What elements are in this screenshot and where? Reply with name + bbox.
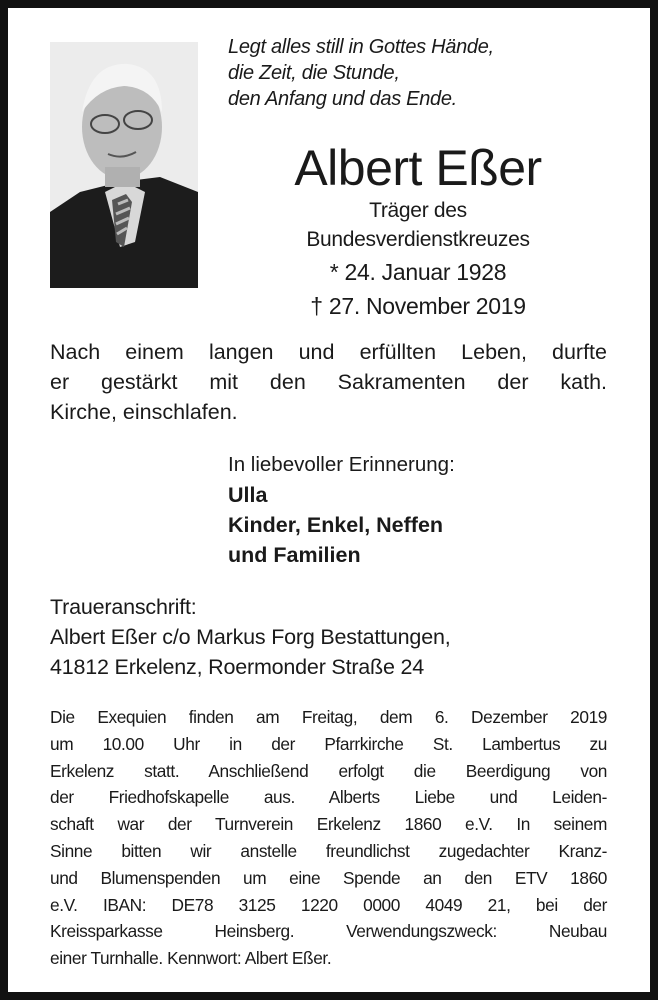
text-line: er gestärkt mit den Sakramenten der kath. bbox=[50, 370, 607, 394]
text-line: e.V. IBAN: DE78 3125 1220 0000 4049 21, bei der bbox=[50, 894, 607, 915]
text-line: um 10.00 Uhr in der Pfarrkirche St. Lambertus zu bbox=[50, 733, 607, 754]
text-line: Die Exequien finden am Freitag, dem 6. Dezember 2019 bbox=[50, 707, 607, 727]
verse-line: die Zeit, die Stunde, bbox=[228, 62, 400, 84]
mourners bbox=[228, 450, 455, 570]
text-line: Nach einem langen und erfüllten Leben, durfte bbox=[50, 340, 607, 364]
text-line: und Blumenspenden um eine Spende an den ETV 1860 bbox=[50, 867, 607, 888]
mourner-name: Kinder, Enkel, Neffen bbox=[228, 513, 444, 537]
intro-paragraph bbox=[50, 337, 607, 427]
verse-line: Legt alles still in Gottes Hände, bbox=[228, 36, 494, 58]
text-line: Sinne bitten wir anstelle freundlichst zugedachter Kranz- bbox=[50, 840, 607, 861]
mourner-name: und Familien bbox=[228, 543, 361, 567]
address-line: 41812 Erkelenz, Roermonder Straße 24 bbox=[50, 655, 425, 679]
text-line: der Friedhofskapelle aus. Alberts Liebe und Leiden- bbox=[50, 787, 607, 808]
birth-date: * 24. Januar 1928 bbox=[329, 259, 507, 285]
address-label: Traueranschrift: bbox=[50, 595, 197, 619]
text-line: Erkelenz statt. Anschließend erfolgt die Beerdigung von bbox=[50, 760, 607, 781]
text-line: Kreissparkasse Heinsberg. Verwendungszweck: Neubau bbox=[50, 921, 607, 942]
funeral-details-paragraph bbox=[50, 704, 607, 972]
honor-line: Bundesverdienstkreuzes bbox=[306, 228, 530, 251]
address-line: Albert Eßer c/o Markus Forg Bestattungen, bbox=[50, 625, 451, 649]
mourners-intro: In liebevoller Erinnerung: bbox=[228, 453, 455, 476]
mourning-address bbox=[50, 592, 450, 682]
verse-line: den Anfang und das Ende. bbox=[228, 88, 457, 110]
text-line: Kirche, einschlafen. bbox=[50, 400, 238, 424]
mourner-name: Ulla bbox=[228, 483, 268, 507]
deceased-header bbox=[228, 140, 608, 322]
text-line: einer Turnhalle. Kennwort: Albert Eßer. bbox=[50, 948, 332, 969]
portrait-photo bbox=[50, 42, 198, 288]
text-line: schaft war der Turnverein Erkelenz 1860 e.V. In seinem bbox=[50, 814, 607, 835]
deceased-name: Albert Eßer bbox=[294, 140, 542, 196]
death-date: † 27. November 2019 bbox=[310, 293, 526, 319]
honor-line: Träger des bbox=[369, 199, 467, 222]
verse bbox=[228, 34, 494, 112]
